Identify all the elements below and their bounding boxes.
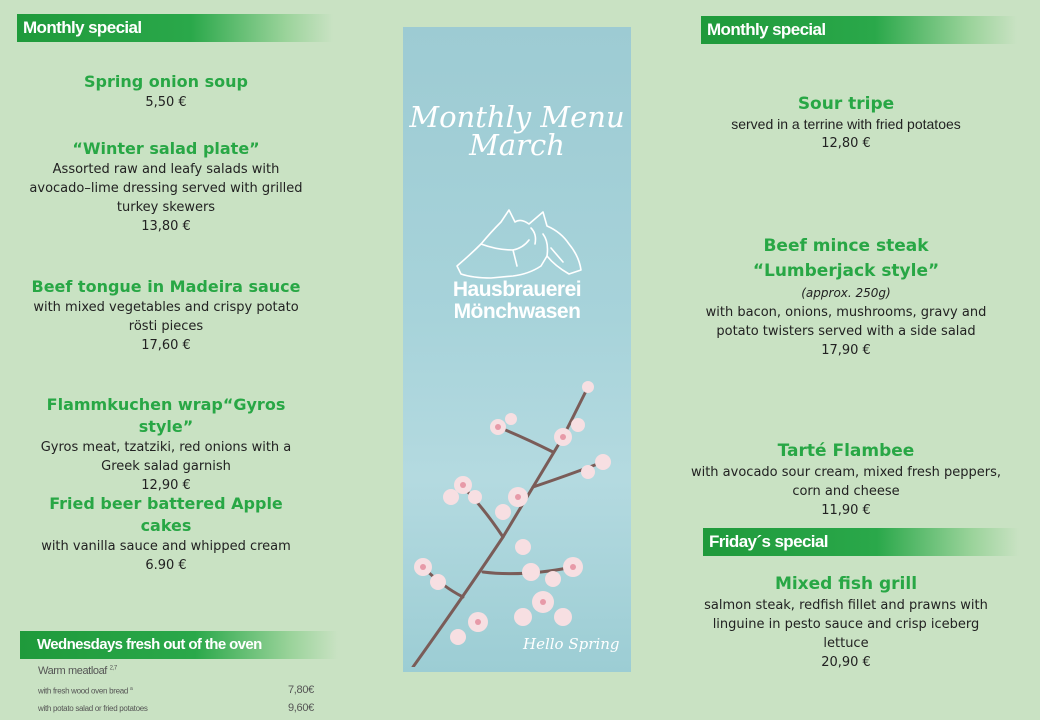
dish-description: Assorted raw and leafy salads with avocado–lime dressing served with grilled turkey skewers bbox=[29, 162, 303, 215]
dish-beef-mince-steak bbox=[686, 234, 1006, 360]
poster-brand-line2: Mönchwasen bbox=[453, 300, 581, 323]
dish-description: with bacon, onions, mushrooms, gravy and potato twisters served with a side salad bbox=[705, 305, 987, 339]
wednesday-option-row bbox=[38, 704, 314, 713]
wednesday-option-row bbox=[38, 686, 314, 696]
dish-description: with vanilla sauce and whipped cream bbox=[41, 539, 291, 554]
dish-price: 11,90 € bbox=[821, 503, 871, 518]
dish-apple-cakes bbox=[22, 493, 310, 575]
right-monthly-special-banner: Monthly special bbox=[701, 16, 1017, 44]
left-monthly-special-banner: Monthly special bbox=[17, 14, 333, 42]
dish-sour-tripe bbox=[686, 93, 1006, 153]
wednesday-option-label: with potato salad or fried potatoes bbox=[38, 704, 148, 713]
dish-winter-salad-plate bbox=[22, 138, 310, 236]
monthly-menu-poster bbox=[403, 27, 631, 672]
dish-price: 20,90 € bbox=[821, 655, 871, 670]
dish-price: 6.90 € bbox=[145, 558, 187, 573]
dish-name: Fried beer battered Apple cakes bbox=[49, 494, 283, 535]
dish-name: Sour tripe bbox=[797, 94, 895, 114]
dish-description: salmon steak, redfish fillet and prawns with linguine in pesto sauce and crisp iceberg lettuce bbox=[704, 598, 988, 651]
dish-spring-onion-soup bbox=[22, 71, 310, 112]
wednesday-option-sup: a bbox=[129, 686, 133, 692]
wednesday-item-sup: 2,7 bbox=[109, 665, 117, 672]
dish-name: “Winter salad plate” bbox=[72, 139, 260, 158]
monks-logo-icon bbox=[451, 204, 591, 284]
poster-title-line2: March bbox=[469, 128, 565, 162]
cherry-blossom-branch-icon bbox=[403, 367, 631, 667]
poster-brand-line1: Hausbrauerei bbox=[452, 278, 582, 301]
dish-mixed-fish-grill bbox=[696, 572, 996, 672]
dish-price: 13,80 € bbox=[141, 219, 191, 234]
dish-price: 12,80 € bbox=[821, 136, 871, 151]
dish-description: with mixed vegetables and crispy potato rösti pieces bbox=[33, 300, 299, 334]
dish-name: Mixed fish grill bbox=[774, 574, 918, 594]
dish-price: 17,60 € bbox=[141, 338, 191, 353]
dish-name: Beef mince steak bbox=[763, 236, 929, 256]
dish-name-line2: “Lumberjack style” bbox=[752, 261, 940, 281]
wednesday-option-price: 7,80€ bbox=[287, 684, 314, 696]
dish-flammkuchen-wrap bbox=[22, 394, 310, 495]
wednesday-option-label: with fresh wood oven bread bbox=[38, 686, 129, 696]
wednesday-item bbox=[38, 665, 117, 677]
dish-name: Tarté Flambee bbox=[777, 441, 915, 461]
dish-name: Flammkuchen wrap“Gyros style” bbox=[46, 395, 286, 436]
dish-price: 17,90 € bbox=[821, 343, 871, 358]
wednesday-banner: Wednesdays fresh out of the oven bbox=[20, 631, 338, 659]
dish-description: Gyros meat, tzatziki, red onions with a Greek salad garnish bbox=[40, 440, 292, 474]
dish-note: (approx. 250g) bbox=[801, 286, 891, 300]
dish-price: 12,90 € bbox=[141, 478, 191, 493]
wednesday-option-price: 9,60€ bbox=[287, 702, 314, 714]
dish-beef-tongue bbox=[22, 276, 310, 355]
dish-description: with avocado sour cream, mixed fresh peppers, corn and cheese bbox=[690, 465, 1002, 499]
wednesday-item-name: Warm meatloaf bbox=[38, 665, 107, 677]
poster-title-line1: Monthly Menu bbox=[409, 100, 625, 134]
friday-special-banner: Friday´s special bbox=[703, 528, 1019, 556]
dish-name: Beef tongue in Madeira sauce bbox=[31, 277, 301, 296]
poster-hello-spring: Hello Spring bbox=[523, 635, 620, 653]
dish-price: 5,50 € bbox=[145, 95, 187, 110]
dish-tarte-flambee bbox=[686, 439, 1006, 520]
dish-name: Spring onion soup bbox=[84, 72, 248, 91]
left-menu-column bbox=[22, 0, 310, 720]
dish-description: served in a terrine with fried potatoes bbox=[731, 116, 961, 132]
